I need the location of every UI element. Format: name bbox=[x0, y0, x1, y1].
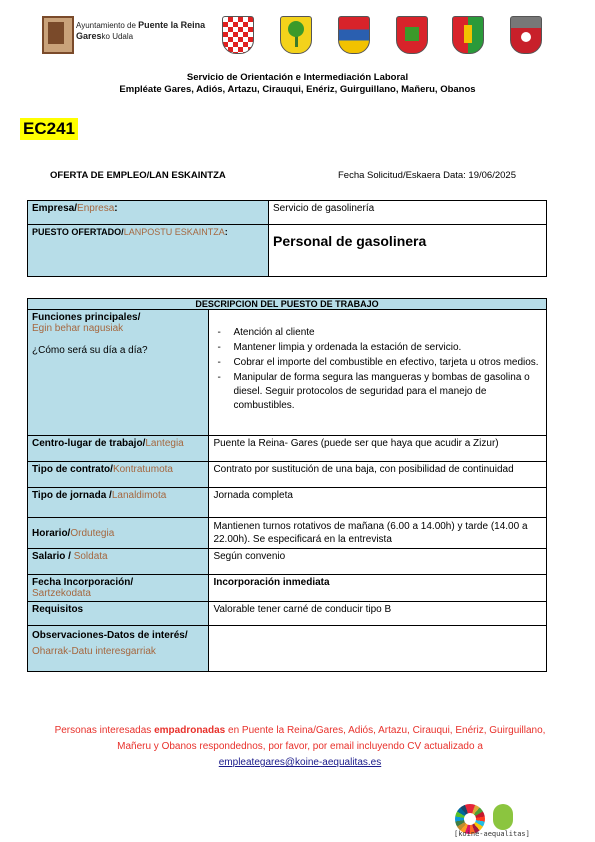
requirements-value: Valorable tener carné de conducir tipo B bbox=[209, 602, 547, 626]
functions-label: Funciones principales/ Egin behar nagusiak ¿Cómo será su día a día? bbox=[28, 310, 209, 436]
list-item: - Manipular de forma segura las mangueras y bombas de gasolina o diesel. Seguir protocolos de seguridad para el manejo de combustibles. bbox=[227, 371, 542, 413]
salary-label: Salario / Soldata bbox=[28, 549, 209, 575]
service-title: Servicio de Orientación e Intermediación Laboral bbox=[186, 72, 409, 83]
requirements-label: Requisitos bbox=[28, 602, 209, 626]
workplace-label: Centro-lugar de trabajo/Lantegia bbox=[28, 436, 209, 462]
koine-logo-icon bbox=[493, 804, 513, 830]
service-subtitle: Empléate Gares, Adiós, Artazu, Cirauqui, Enériz, Guirguillano, Mañeru, Obanos bbox=[119, 84, 476, 95]
start-date-value: Incorporación inmediata bbox=[209, 575, 547, 602]
schedule-label: Horario/Ordutegia bbox=[28, 518, 209, 549]
contact-instructions: Personas interesadas empadronadas en Puente la Reina/Gares, Adiós, Artazu, Cirauqui, Enériz, Guirguillano, Mañeru y Obanos respondednos, por favor, por email incluyendo CV actualizado a empleategares@koine-aequalitas.es bbox=[54, 725, 546, 768]
shield-icon bbox=[396, 16, 428, 54]
workplace-value: Puente la Reina- Gares (puede ser que haya que acudir a Zizur) bbox=[209, 436, 547, 462]
list-item: - Atención al cliente bbox=[227, 326, 542, 340]
town-crest-logo bbox=[42, 16, 74, 54]
section-title: DESCRIPCION DEL PUESTO DE TRABAJO bbox=[28, 299, 547, 310]
salary-value: Según convenio bbox=[209, 549, 547, 575]
start-date-label: Fecha Incorporación/ Sartzekodata bbox=[28, 575, 209, 602]
observations-label: Observaciones-Datos de interés/ Oharrak-Datu interesgarriak bbox=[28, 626, 209, 672]
workday-label: Tipo de jornada /Lanaldimota bbox=[28, 488, 209, 518]
offer-code: EC241 bbox=[20, 118, 78, 140]
company-table bbox=[27, 200, 547, 277]
list-item: - Mantener limpia y ordenada la estación de servicio. bbox=[227, 341, 542, 355]
job-description-table bbox=[27, 298, 547, 672]
functions-list bbox=[209, 310, 547, 436]
observations-value bbox=[209, 626, 547, 672]
contract-label: Tipo de contrato/Kontratumota bbox=[28, 462, 209, 488]
company-value: Servicio de gasolinería bbox=[269, 201, 547, 225]
company-label: Empresa/Enpresa: bbox=[28, 201, 269, 225]
position-value: Personal de gasolinera bbox=[269, 225, 547, 277]
shield-icon bbox=[510, 16, 542, 54]
shield-icon bbox=[222, 16, 254, 54]
shield-icon bbox=[452, 16, 484, 54]
contract-value: Contrato por sustitución de una baja, con posibilidad de continuidad bbox=[209, 462, 547, 488]
shield-icon bbox=[280, 16, 312, 54]
request-date: Fecha Solicitud/Eskaera Data: 19/06/2025 bbox=[338, 170, 516, 181]
shield-icon bbox=[338, 16, 370, 54]
schedule-value: Mantienen turnos rotativos de mañana (6.00 a 14.00h) y tarde (14.00 a 22.00h). Se especificará en la entrevista bbox=[209, 518, 547, 549]
contact-email-link[interactable]: empleategares@koine-aequalitas.es bbox=[218, 757, 382, 768]
offer-title: OFERTA DE EMPLEO/LAN ESKAINTZA bbox=[50, 170, 226, 181]
position-label: PUESTO OFERTADO/LANPOSTU ESKAINTZA: bbox=[28, 225, 269, 277]
koine-label: [koine-aequalitas] bbox=[454, 830, 530, 838]
workday-value: Jornada completa bbox=[209, 488, 547, 518]
list-item: - Cobrar el importe del combustible en efectivo, tarjeta u otros medios. bbox=[227, 356, 542, 370]
town-name-logo-text: Ayuntamiento de Puente la Reina Garesko Udala bbox=[76, 20, 206, 41]
